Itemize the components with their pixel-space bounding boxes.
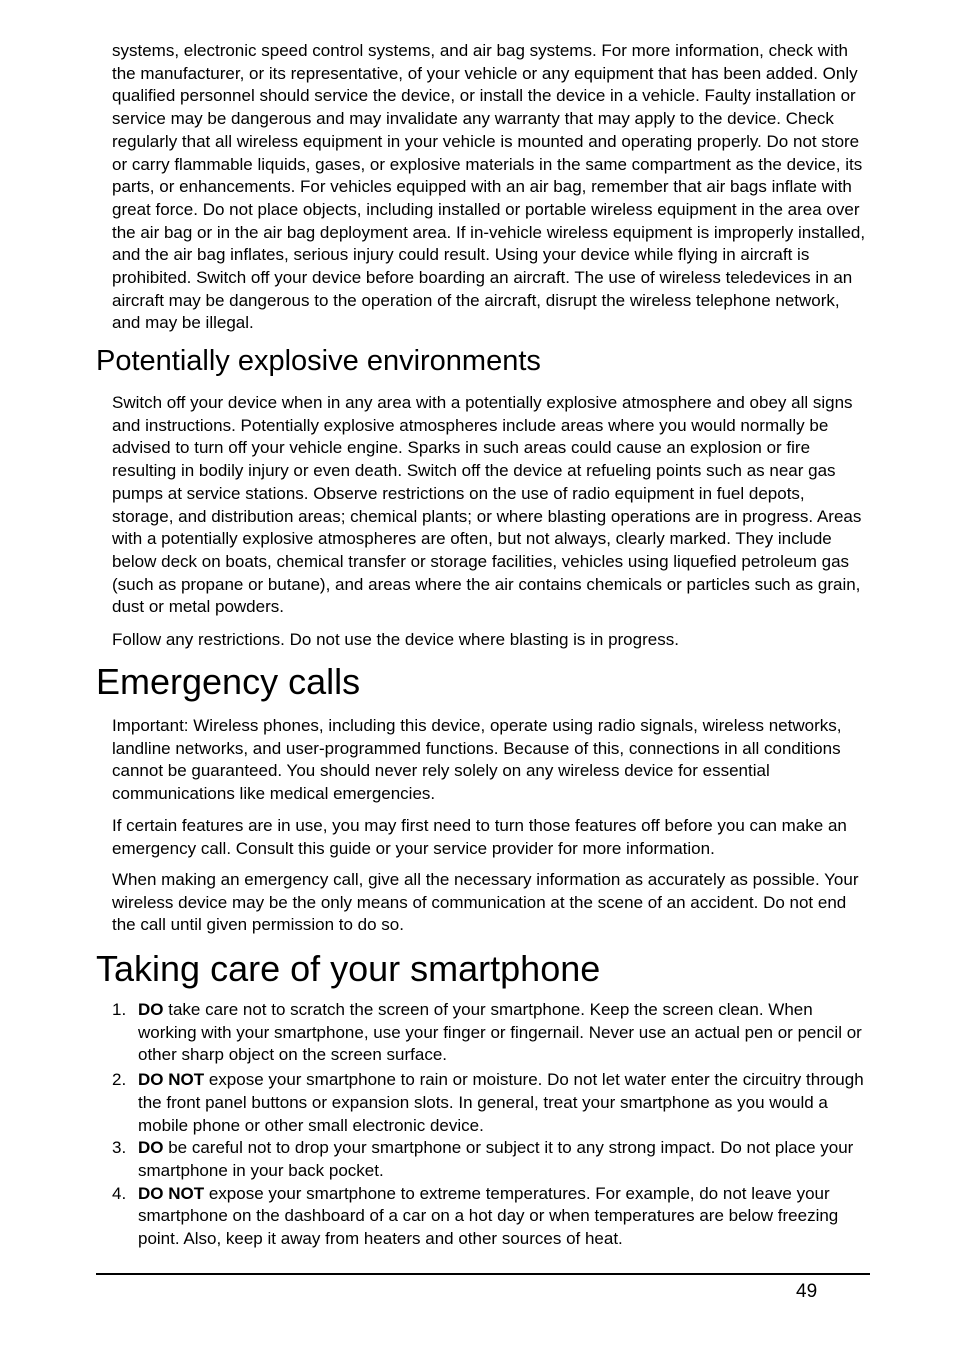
list-item [112, 999, 870, 1067]
list-item-text: take care not to scratch the screen of your smartphone. Keep the screen clean. When working with your smartphone, use your finger or fingernail. Never use an actual pen or pencil or other sharp object on the screen surface. [138, 1000, 862, 1065]
list-item-number: 3. [112, 1138, 127, 1158]
list-item-emphasis: DO [138, 1138, 164, 1158]
emergency-paragraph-1: Important: Wireless phones, including this device, operate using radio signals, wireless networks, landline networks, and user-programmed functions. Because of this, connections in all conditions cannot be guaranteed. You should never rely solely on any wireless device for essential communications like medical emergencies. [112, 716, 842, 804]
section-heading-emergency: Emergency calls [96, 661, 361, 702]
list-item-text: expose your smartphone to rain or moisture. Do not let water enter the circuitry through the front panel buttons or expansion slots. In general, treat your smartphone as you would a mobile phone or other small electronic device. [138, 1070, 864, 1135]
list-item-text: be careful not to drop your smartphone or subject it to any strong impact. Do not place your smartphone in your back pocket. [138, 1138, 854, 1180]
explosive-paragraph-2: Follow any restrictions. Do not use the device where blasting is in progress. [112, 630, 679, 649]
footer-divider [96, 1273, 870, 1275]
page-number: 49 [796, 1281, 818, 1302]
list-item-text: expose your smartphone to extreme temperatures. For example, do not leave your smartphone on the dashboard of a car on a hot day or when temperatures are below freezing point. Also, keep it away from heaters and other sources of heat. [138, 1183, 839, 1249]
list-item-number: 2. [112, 1070, 127, 1090]
explosive-paragraph-1: Switch off your device when in any area with a potentially explosive atmosphere and obey all signs and instructions. Potentially explosive atmospheres include areas where you would normally be advised to turn off your vehicle engine. Sparks in such areas could cause an explosion or fire resulting in bodily injury or even death. Switch off the device at refueling points such as near gas pumps at service stations. Observe restrictions on the use of radio equipment in fuel depots, storage, and distribution areas; chemical plants; or where blasting operations are in progress. Areas with a potentially explosive atmospheres are often, but not always, clearly marked. They include below deck on boats, chemical transfer or storage facilities, vehicles using liquefied petroleum gas (such as propane or butane), and areas where the air contains chemicals or particles such as grain, dust or metal powders. [112, 393, 862, 617]
section-heading-explosive: Potentially explosive environments [96, 345, 541, 377]
emergency-paragraph-2: If certain features are in use, you may first need to turn those features off before you can make an emergency call. Consult this guide or your service provider for more information. [112, 816, 847, 858]
list-item [112, 1183, 870, 1251]
list-item [112, 1137, 870, 1182]
intro-paragraph: systems, electronic speed control systems, and air bag systems. For more information, check with the manufacturer, or its representative, of your vehicle or any equipment that has been added. Only qualified personnel should service the device, or install the device in a vehicle. Faulty installation or service may be dangerous and may invalidate any warranty that may apply to the device. Check regularly that all wireless equipment in your vehicle is mounted and operating properly. Do not store or carry flammable liquids, gases, or explosive materials in the same compartment as the device, its parts, or enhancements. For vehicles equipped with an air bag, remember that air bags inflate with great force. Do not place objects, including installed or portable wireless equipment in the area over the air bag or in the air bag deployment area. If in-vehicle wireless equipment is improperly installed, and the air bag inflates, serious injury could result. Using your device while flying in aircraft is prohibited. Switch off your device before boarding an aircraft. The use of wireless teledevices in an aircraft may be dangerous to the operation of the aircraft, disrupt the wireless telephone network, and may be illegal. [112, 41, 866, 333]
list-item-number: 4. [112, 1183, 127, 1203]
care-list [112, 999, 870, 1251]
list-item-emphasis: DO NOT [138, 1070, 205, 1090]
list-item-number: 1. [112, 1000, 127, 1019]
section-heading-care: Taking care of your smartphone [96, 948, 601, 989]
list-item-emphasis: DO NOT [138, 1183, 205, 1203]
emergency-paragraph-3: When making an emergency call, give all the necessary information as accurately as possible. Your wireless device may be the only means of communication at the scene of an accident. Do not end the call until given permission to do so. [112, 870, 859, 935]
list-item-emphasis: DO [138, 1000, 164, 1019]
list-item [112, 1069, 870, 1137]
